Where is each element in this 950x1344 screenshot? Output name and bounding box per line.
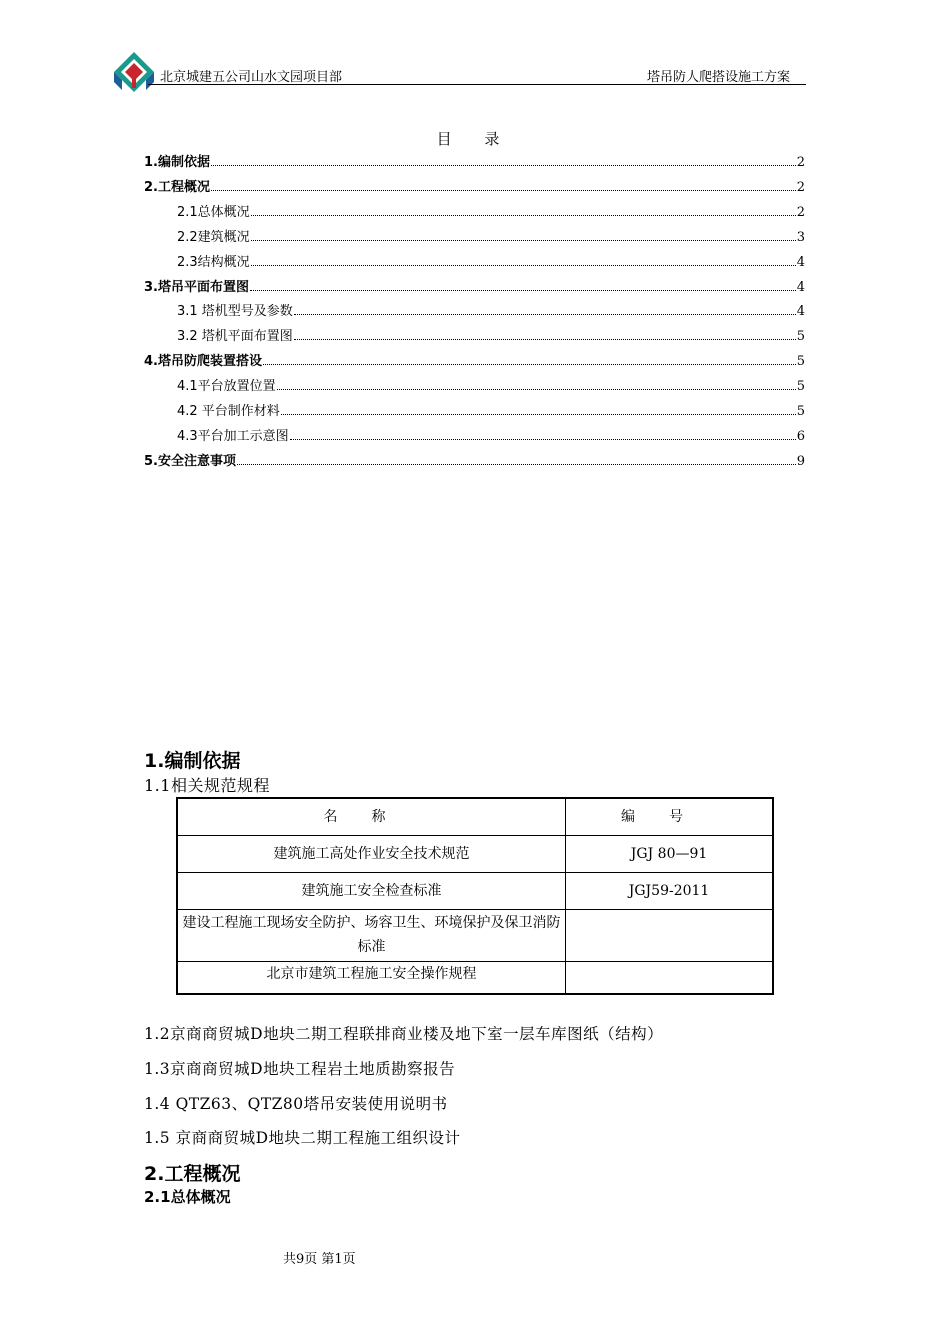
toc-entry-page: 2 [796,179,805,195]
toc-entry-page: 3 [796,229,805,245]
toc-entry-label: 2.1总体概况 [177,204,250,220]
reference-item: 1.4 QTZ63、QTZ80塔吊安装使用说明书 [144,1095,448,1113]
toc-dot-leader [237,464,796,465]
toc-entry-label: 5.安全注意事项 [144,453,236,469]
toc-dot-leader [290,439,796,440]
reference-item: 1.5 京商商贸城D地块二期工程施工组织设计 [144,1129,461,1147]
toc-dot-leader [251,240,796,241]
table-header-name: 名称 [177,798,566,835]
toc-entry-page: 4 [796,279,805,295]
reference-item: 1.3京商商贸城D地块工程岩土地质勘察报告 [144,1060,456,1078]
toc-entry-label: 2.2建筑概况 [177,229,250,245]
toc-dot-leader [211,165,796,166]
toc-dot-leader [211,190,796,191]
toc-entry-label: 2.工程概况 [144,179,210,195]
toc-entry-label: 1.编制依据 [144,155,210,170]
toc-entry[interactable] [177,250,805,270]
toc-entry-page: 5 [796,404,805,419]
table-cell-name: 建筑施工安全检查标准 [177,872,566,909]
toc-dot-leader [250,290,796,291]
toc-entry-page: 2 [796,155,805,170]
toc-entry-label: 4.塔吊防爬装置搭设 [144,354,262,370]
toc-entry[interactable] [144,275,805,295]
toc-dot-leader [251,215,796,216]
table-row [177,909,773,961]
company-logo-icon [112,50,156,94]
toc-entry-label: 4.3平台加工示意图 [177,428,289,444]
toc-entry[interactable] [177,200,805,220]
toc-entry-page: 4 [796,254,805,270]
toc-entry[interactable] [177,225,805,245]
page-footer: 共9页 第1页 [283,1252,356,1267]
toc-title: 目 录 [436,130,514,148]
table-header-code: 编号 [566,798,773,835]
toc-entry[interactable] [177,299,805,319]
toc-entry-label: 4.2 平台制作材料 [177,404,280,419]
toc-dot-leader [277,389,796,390]
toc-entry-page: 5 [796,329,805,345]
toc-entry-page: 2 [796,204,805,220]
toc-dot-leader [294,314,796,315]
toc-entry[interactable] [144,175,805,195]
table-row [177,961,773,994]
toc-entry-label: 2.3结构概况 [177,254,250,270]
table-row [177,872,773,909]
table-cell-name: 北京市建筑工程施工安全操作规程 [177,961,566,994]
toc-entry[interactable] [177,374,805,394]
toc-entry-label: 3.2 塔机平面布置图 [177,329,293,345]
table-cell-name: 建筑施工高处作业安全技术规范 [177,835,566,872]
toc-dot-leader [281,414,796,415]
table-cell-code: JGJ 80—91 [566,835,773,872]
table-header-row [177,798,773,835]
table-cell-code: JGJ59-2011 [566,872,773,909]
toc-entry-page: 6 [796,428,805,444]
toc-entry[interactable] [144,449,805,469]
toc-entry-label: 4.1平台放置位置 [177,379,276,395]
table-cell-name: 建设工程施工现场安全防护、场容卫生、环境保护及保卫消防标准 [177,909,566,961]
section-2-1-heading: 2.1总体概况 [144,1188,231,1206]
standards-table [176,797,774,995]
toc-entry[interactable] [144,349,805,369]
toc-entry[interactable] [177,399,805,419]
toc-entry[interactable] [177,324,805,344]
section-2-heading: 2.工程概况 [144,1163,241,1185]
toc-entry-page: 5 [796,354,805,370]
toc-entry-label: 3.塔吊平面布置图 [144,279,249,295]
header-company: 北京城建五公司山水文园项目部 [160,70,343,85]
header-doc-title: 塔吊防人爬搭设施工方案 [646,70,790,85]
toc-entry-page: 5 [796,379,805,395]
toc-dot-leader [263,364,796,365]
table-cell-code [566,909,773,961]
toc-dot-leader [251,265,796,266]
section-1-1-heading: 1.1相关规范规程 [144,776,270,795]
table-cell-code [566,961,773,994]
header-divider [148,84,806,85]
toc-entry-page: 4 [796,304,805,320]
table-row [177,835,773,872]
toc-dot-leader [294,339,796,340]
section-1-heading: 1.编制依据 [144,750,241,772]
toc-entry-page: 9 [796,453,805,469]
toc-entry[interactable] [144,150,805,170]
toc-entry-label: 3.1 塔机型号及参数 [177,304,293,320]
toc-entry[interactable] [177,424,805,444]
reference-item: 1.2京商商贸城D地块二期工程联排商业楼及地下室一层车库图纸（结构） [144,1025,664,1043]
